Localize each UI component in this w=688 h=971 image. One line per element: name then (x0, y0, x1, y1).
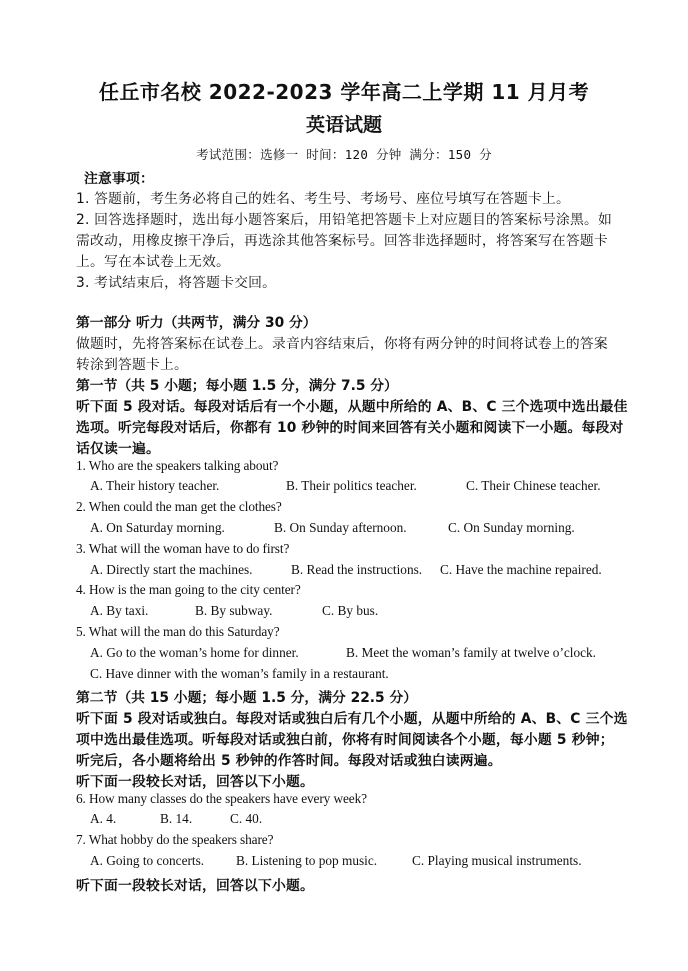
note-item: 3. 考试结束后，将答题卡交回。 (76, 275, 277, 291)
part1-intro: 做题时，先将答案标在试卷上。录音内容结束后，你将有两分钟的时间将试卷上的答案 (76, 336, 608, 352)
q7-option-b: B. Listening to pop music. (236, 853, 378, 868)
q2-option-a: A. On Saturday morning. (90, 520, 225, 535)
section2-heading: 第二节（共 15 小题；每小题 1.5 分，满分 22.5 分） (76, 690, 418, 706)
section1-heading: 第一节（共 5 小题；每小题 1.5 分，满分 7.5 分） (76, 378, 398, 394)
q5-option-b: B. Meet the woman’s family at twelve o’clock. (346, 645, 596, 660)
q2-option-c: C. On Sunday morning. (448, 520, 575, 535)
section1-instructions: 听下面 5 段对话。每段对话后有一个小题，从题中所给的 A、B、C 三个选项中选出最佳 (76, 399, 628, 415)
exam-meta: 考试范围：选修一 时间：120 分钟 满分：150 分 (196, 147, 492, 162)
question-4: 4. How is the man going to the city center? (76, 582, 301, 597)
q2-option-b: B. On Sunday afternoon. (274, 520, 407, 535)
q1-option-c: C. Their Chinese teacher. (466, 478, 601, 493)
question-7: 7. What hobby do the speakers share? (76, 832, 274, 847)
question-3: 3. What will the woman have to do first? (76, 541, 290, 556)
section2-instructions: 项中选出最佳选项。听每段对话或独白前，你将有时间阅读各个小题，每小题 5 秒钟； (76, 732, 614, 748)
notes-heading: 注意事项： (84, 171, 154, 187)
section1-instructions: 选项。听完每段对话后，你都有 10 秒钟的时间来回答有关小题和阅读下一小题。每段对 (76, 420, 624, 436)
q6-option-a: A. 4. (90, 811, 117, 826)
q6-option-c: C. 40. (230, 811, 263, 826)
q3-option-b: B. Read the instructions. (291, 562, 423, 577)
section1-instructions: 话仅读一遍。 (76, 441, 160, 457)
q3-option-c: C. Have the machine repaired. (440, 562, 602, 577)
q3-option-a: A. Directly start the machines. (90, 562, 253, 577)
q7-option-c: C. Playing musical instruments. (412, 853, 582, 868)
note-item: 上。写在本试卷上无效。 (76, 254, 230, 270)
q5-option-c: C. Have dinner with the woman’s family in a restaurant. (90, 666, 389, 681)
q6-option-b: B. 14. (160, 811, 193, 826)
long-dialog-instruction: 听下面一段较长对话，回答以下小题。 (76, 878, 314, 894)
section2-instructions: 听下面 5 段对话或独白。每段对话或独白后有几个小题，从题中所给的 A、B、C 三个选 (76, 711, 628, 727)
note-item: 2. 回答选择题时，选出每小题答案后，用铅笔把答题卡上对应题目的答案标号涂黑。如 (76, 212, 613, 228)
q7-option-a: A. Going to concerts. (90, 853, 205, 868)
exam-title: 任丘市名校 2022-2023 学年高二上学期 11 月月考 (98, 80, 590, 104)
exam-subtitle: 英语试题 (305, 114, 382, 136)
q1-option-a: A. Their history teacher. (90, 478, 220, 493)
q4-option-a: A. By taxi. (90, 603, 149, 618)
question-6: 6. How many classes do the speakers have every week? (76, 791, 367, 806)
question-1: 1. Who are the speakers talking about? (76, 458, 279, 473)
question-2: 2. When could the man get the clothes? (76, 499, 282, 514)
note-item: 需改动，用橡皮擦干净后，再选涂其他答案标号。回答非选择题时，将答案写在答题卡 (76, 233, 608, 249)
part1-heading: 第一部分 听力（共两节，满分 30 分） (76, 315, 317, 331)
question-5: 5. What will the man do this Saturday? (76, 624, 280, 639)
q5-option-a: A. Go to the woman’s home for dinner. (90, 645, 299, 660)
q4-option-b: B. By subway. (195, 603, 273, 618)
q1-option-b: B. Their politics teacher. (286, 478, 417, 493)
section2-instructions: 听完后，各小题将给出 5 秒钟的作答时间。每段对话或独白读两遍。 (76, 753, 502, 769)
note-item: 1. 答题前，考生务必将自己的姓名、考生号、考场号、座位号填写在答题卡上。 (76, 191, 571, 207)
q4-option-c: C. By bus. (322, 603, 379, 618)
part1-intro: 转涂到答题卡上。 (76, 357, 188, 373)
long-dialog-instruction: 听下面一段较长对话，回答以下小题。 (76, 774, 314, 790)
